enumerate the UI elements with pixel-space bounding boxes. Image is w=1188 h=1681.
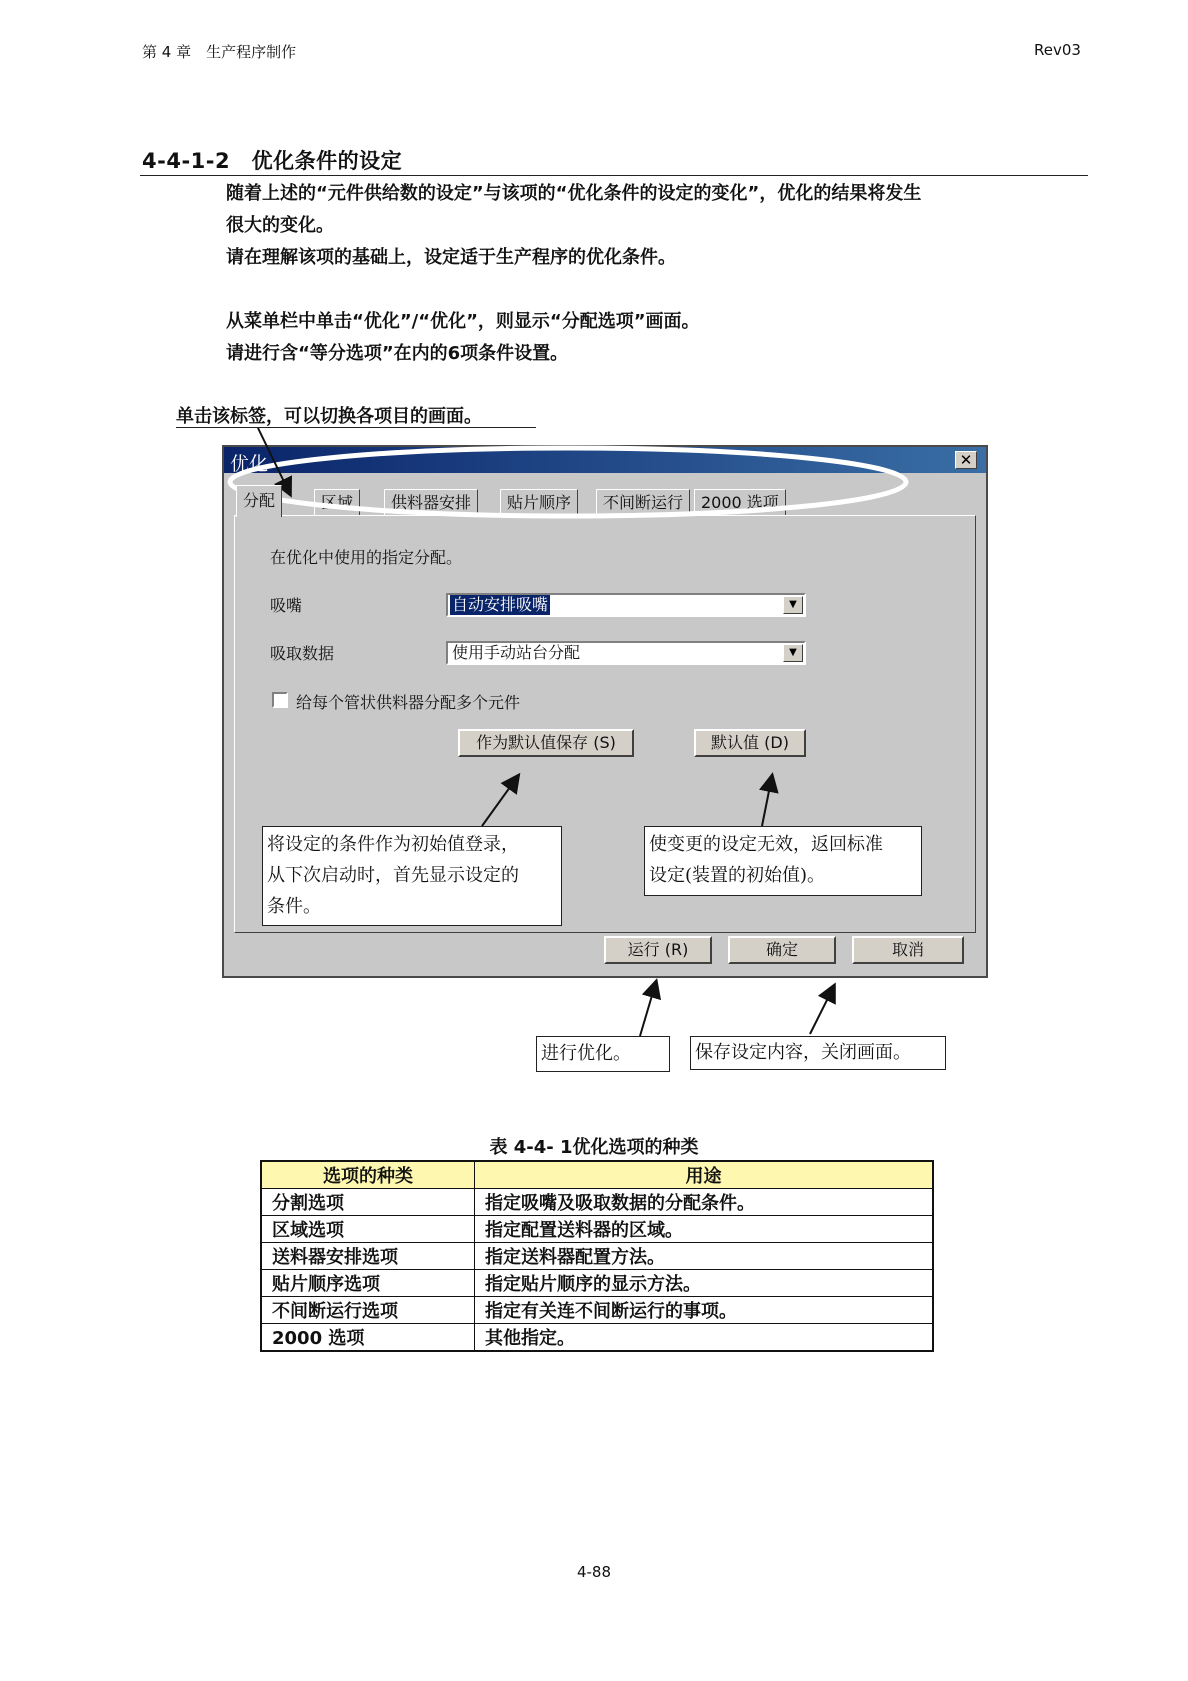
- paragraph-3: 从菜单栏中单击“优化”/“优化”，则显示“分配选项”画面。: [226, 311, 700, 332]
- table-row: [261, 1216, 933, 1243]
- option-type-cell: 分割选项: [261, 1189, 475, 1216]
- table-row: [261, 1189, 933, 1216]
- table-row: [261, 1297, 933, 1324]
- dialog-title: 优化: [230, 453, 269, 475]
- revision-label: Rev03: [1034, 41, 1081, 59]
- table-row: [261, 1324, 933, 1352]
- paragraph-1b: 很大的变化。: [226, 215, 334, 236]
- run-callout: 进行优化。: [536, 1036, 670, 1072]
- pick-data-label: 吸取数据: [270, 644, 335, 663]
- callout-line: 条件。: [267, 896, 321, 917]
- chapter-header: 第 4 章 生产程序制作: [142, 43, 297, 61]
- ok-arrow: [810, 986, 834, 1034]
- column-header-usage: 用途: [475, 1161, 934, 1189]
- option-usage-cell: 其他指定。: [475, 1324, 934, 1352]
- nozzle-label: 吸嘴: [270, 596, 303, 615]
- tab-highlight-ellipse: [230, 448, 906, 516]
- option-type-cell: 2000 选项: [261, 1324, 475, 1352]
- allocation-intro: 在优化中使用的指定分配。: [270, 548, 463, 567]
- table-header-row: [261, 1161, 933, 1189]
- paragraph-1: 随着上述的“元件供给数的设定”与该项的“优化条件的设定的变化”，优化的结果将发生: [226, 183, 922, 204]
- option-usage-cell: 指定吸嘴及吸取数据的分配条件。: [475, 1189, 934, 1216]
- option-type-cell: 不间断运行选项: [261, 1297, 475, 1324]
- option-type-cell: 区域选项: [261, 1216, 475, 1243]
- tab-tip: 单击该标签，可以切换各项目的画面。: [176, 406, 482, 427]
- option-type-cell: 送料器安排选项: [261, 1243, 475, 1270]
- section-title: 4-4-1-2 优化条件的设定: [142, 149, 403, 173]
- option-usage-cell: 指定贴片顺序的显示方法。: [475, 1270, 934, 1297]
- table-row: [261, 1243, 933, 1270]
- callout-line: 使变更的设定无效，返回标准: [649, 834, 883, 855]
- run-button[interactable]: 运行 (R): [604, 936, 712, 964]
- chevron-down-icon[interactable]: ▼: [783, 596, 803, 614]
- pick-data-select-value: 使用手动站台分配: [452, 643, 581, 662]
- save-as-default-button[interactable]: 作为默认值保存 (S): [458, 729, 634, 757]
- tab-allocation[interactable]: 分配: [236, 485, 282, 517]
- ok-callout: 保存设定内容，关闭画面。: [690, 1036, 946, 1070]
- table-row: [261, 1270, 933, 1297]
- tab-continuous-run[interactable]: 不间断运行: [596, 489, 690, 515]
- tab-area[interactable]: 区域: [314, 489, 360, 515]
- paragraph-2: 请在理解该项的基础上，设定适于生产程序的优化条件。: [226, 247, 676, 268]
- column-header-type: 选项的种类: [261, 1161, 475, 1189]
- callout-line: 从下次启动时，首先显示设定的: [267, 865, 519, 886]
- run-arrow: [640, 982, 656, 1036]
- multi-component-label: 给每个管状供料器分配多个元件: [296, 693, 521, 712]
- page-number: 4-88: [576, 1563, 612, 1581]
- default-arrow: [762, 776, 772, 826]
- ok-button[interactable]: 确定: [728, 936, 836, 964]
- paragraph-4: 请进行含“等分选项”在内的6项条件设置。: [226, 343, 569, 364]
- default-button[interactable]: 默认值 (D): [694, 729, 806, 757]
- tab-feeder-arrangement[interactable]: 供料器安排: [384, 489, 478, 515]
- option-type-cell: 贴片顺序选项: [261, 1270, 475, 1297]
- option-usage-cell: 指定配置送料器的区域。: [475, 1216, 934, 1243]
- callout-line: 设定(装置的初始值)。: [649, 865, 826, 886]
- save-default-arrow: [482, 776, 518, 826]
- tab-2000-options[interactable]: 2000 选项: [694, 489, 786, 515]
- cancel-button[interactable]: 取消: [852, 936, 964, 964]
- option-usage-cell: 指定有关连不间断运行的事项。: [475, 1297, 934, 1324]
- options-table: [260, 1160, 934, 1352]
- nozzle-select-value: 自动安排吸嘴: [452, 595, 549, 614]
- table-caption: 表 4-4- 1优化选项的种类: [489, 1137, 699, 1158]
- callout-line: 将设定的条件作为初始值登录，: [267, 834, 519, 855]
- chevron-down-icon[interactable]: ▼: [783, 644, 803, 662]
- close-button[interactable]: ✕: [955, 451, 977, 469]
- tab-placement-order[interactable]: 贴片顺序: [500, 489, 578, 515]
- option-usage-cell: 指定送料器配置方法。: [475, 1243, 934, 1270]
